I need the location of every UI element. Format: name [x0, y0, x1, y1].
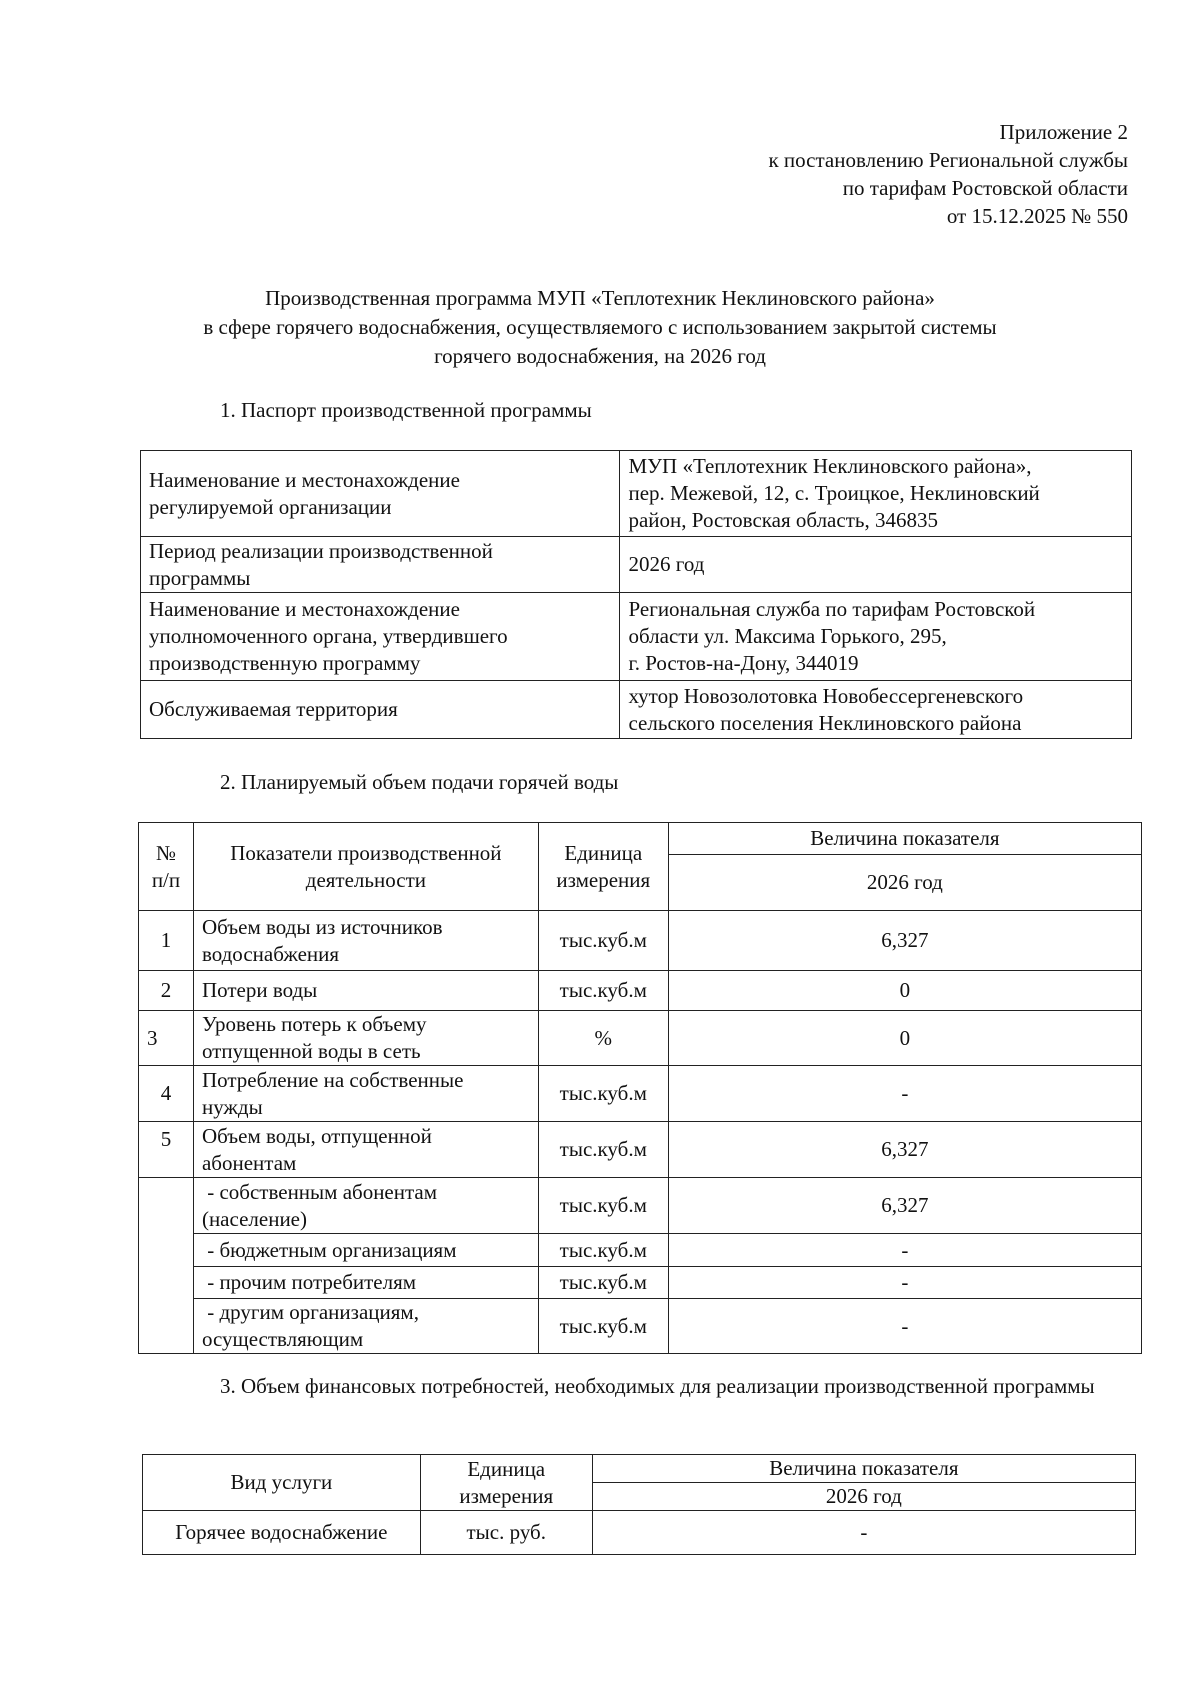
value-cell: 6,327 [668, 911, 1141, 971]
label-cell: Наименование и местонахождение уполномоченного органа, утвердившего производственную программу [141, 593, 620, 681]
unit-cell: тыс.куб.м [538, 1299, 668, 1354]
label-cell: Обслуживаемая территория [141, 681, 620, 739]
col-year-header: 2026 год [592, 1483, 1135, 1511]
table-row [139, 1066, 1142, 1122]
table-row [139, 1234, 1142, 1267]
unit-cell: тыс.куб.м [538, 1122, 668, 1178]
passport-table [140, 450, 1132, 739]
volume-table [138, 822, 1142, 1354]
finance-table [142, 1454, 1136, 1555]
num-cell-empty [139, 1178, 194, 1354]
section3-heading: 3. Объем финансовых потребностей, необходимых для реализации производственной программы [220, 1374, 1095, 1398]
value-cell: - [668, 1299, 1141, 1354]
service-cell: Горячее водоснабжение [143, 1511, 421, 1555]
col-num-header: № п/п [139, 823, 194, 911]
value-cell: - [592, 1511, 1135, 1555]
num-cell: 1 [139, 911, 194, 971]
section1-heading: 1. Паспорт производственной программы [220, 398, 592, 422]
value-cell: Региональная служба по тарифам Ростовской области ул. Максима Горького, 295, г. Ростов-на-Дону, 344019 [620, 593, 1132, 681]
unit-cell: тыс.куб.м [538, 1234, 668, 1267]
col-value-header: Величина показателя [668, 823, 1141, 855]
num-cell: 5 [139, 1122, 194, 1178]
table-row [141, 681, 1132, 739]
indicator-cell: Объем воды из источников водоснабжения [193, 911, 538, 971]
indicator-cell: - прочим потребителям [193, 1267, 538, 1299]
title-line: горячего водоснабжения, на 2026 год [434, 344, 766, 368]
table-row [141, 593, 1132, 681]
header-line: от 15.12.2025 № 550 [946, 204, 1128, 228]
table-row [139, 1122, 1142, 1178]
section2-heading: 2. Планируемый объем подачи горячей воды [220, 770, 619, 794]
num-cell: 3 [139, 1011, 194, 1066]
unit-cell: тыс.куб.м [538, 1267, 668, 1299]
indicator-cell: Объем воды, отпущенной абонентам [193, 1122, 538, 1178]
col-unit-header: Единица измерения [420, 1455, 592, 1511]
label-cell: Период реализации производственной программы [141, 537, 620, 593]
header-line: по тарифам Ростовской области [842, 176, 1128, 200]
document-title [0, 284, 1200, 371]
value-cell: - [668, 1267, 1141, 1299]
value-cell: 6,327 [668, 1178, 1141, 1234]
table-header-row [139, 823, 1142, 855]
value-cell: 0 [668, 1011, 1141, 1066]
table-row [141, 537, 1132, 593]
col-year-header: 2026 год [668, 855, 1141, 911]
title-line: в сфере горячего водоснабжения, осуществляемого с использованием закрытой системы [203, 315, 997, 339]
col-value-header: Величина показателя [592, 1455, 1135, 1483]
table-row [139, 1178, 1142, 1234]
unit-cell: тыс.куб.м [538, 1066, 668, 1122]
table-row [139, 1299, 1142, 1354]
unit-cell: % [538, 1011, 668, 1066]
table-row [139, 911, 1142, 971]
col-indicator-header: Показатели производственной деятельности [193, 823, 538, 911]
table-header-row [143, 1455, 1136, 1483]
value-cell: - [668, 1234, 1141, 1267]
num-cell: 2 [139, 971, 194, 1011]
indicator-cell: - бюджетным организациям [193, 1234, 538, 1267]
unit-cell: тыс.куб.м [538, 1178, 668, 1234]
indicator-cell: - собственным абонентам (население) [193, 1178, 538, 1234]
value-cell: 2026 год [620, 537, 1132, 593]
indicator-cell: - другим организациям, осуществляющим [193, 1299, 538, 1354]
value-cell: МУП «Теплотехник Неклиновского района», пер. Межевой, 12, с. Троицкое, Неклиновский район, Ростовская область, 346835 [620, 451, 1132, 537]
value-cell: 0 [668, 971, 1141, 1011]
label-cell: Наименование и местонахождение регулируемой организации [141, 451, 620, 537]
value-cell: 6,327 [668, 1122, 1141, 1178]
table-row [139, 971, 1142, 1011]
unit-cell: тыс.куб.м [538, 911, 668, 971]
table-row [139, 1267, 1142, 1299]
table-row [141, 451, 1132, 537]
header-line: к постановлению Региональной службы [768, 148, 1128, 172]
indicator-cell: Потери воды [193, 971, 538, 1011]
unit-cell: тыс. руб. [420, 1511, 592, 1555]
table-row [143, 1511, 1136, 1555]
document-header [768, 118, 1128, 230]
header-line: Приложение 2 [999, 120, 1128, 144]
table-row [139, 1011, 1142, 1066]
indicator-cell: Уровень потерь к объему отпущенной воды в сеть [193, 1011, 538, 1066]
value-cell: хутор Новозолотовка Новобессергеневского сельского поселения Неклиновского района [620, 681, 1132, 739]
col-service-header: Вид услуги [143, 1455, 421, 1511]
col-unit-header: Единица измерения [538, 823, 668, 911]
indicator-cell: Потребление на собственные нужды [193, 1066, 538, 1122]
title-line: Производственная программа МУП «Теплотехник Неклиновского района» [265, 286, 935, 310]
num-cell: 4 [139, 1066, 194, 1122]
unit-cell: тыс.куб.м [538, 971, 668, 1011]
value-cell: - [668, 1066, 1141, 1122]
